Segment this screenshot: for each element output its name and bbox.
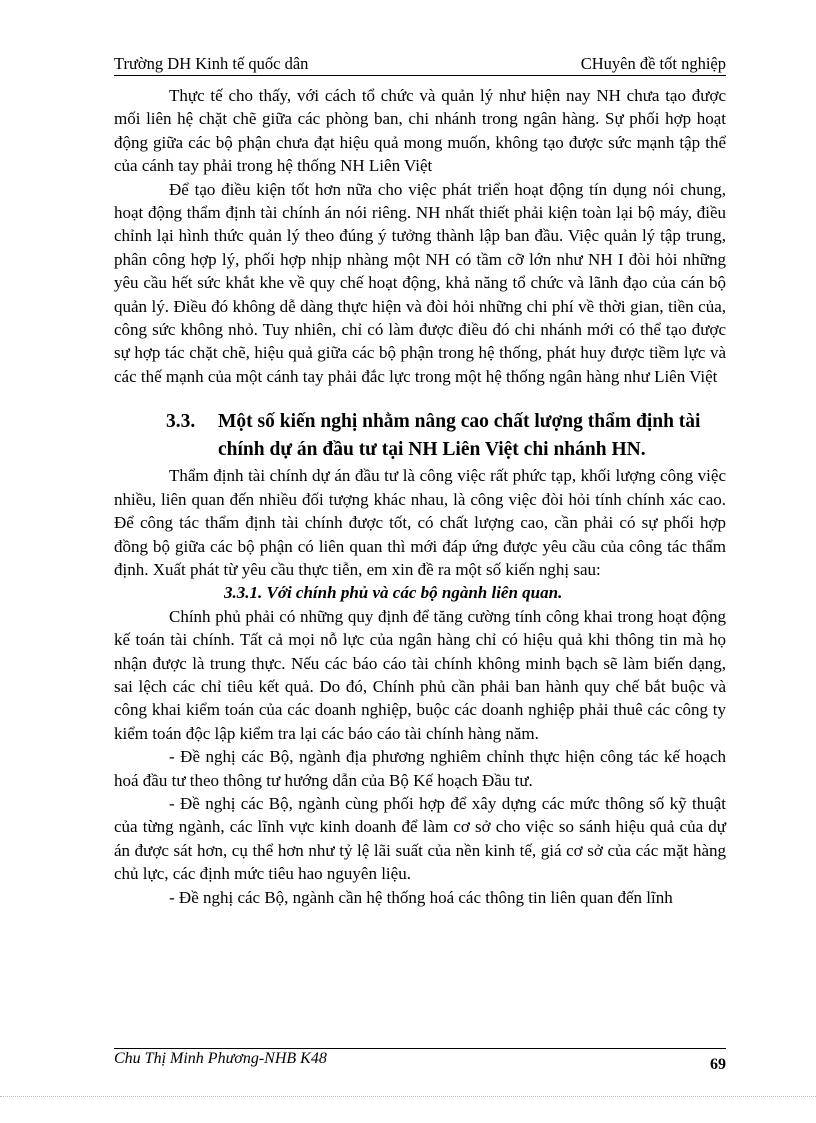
paragraph: - Đề nghị các Bộ, ngành cần hệ thống hoá các thông tin liên quan đến lĩnh — [169, 887, 673, 907]
paragraph: Để tạo điều kiện tốt hơn nữa cho việc phát triển hoạt động tín dụng nói chung, hoạt động thẩm định tài chính án nói riêng. NH nhất thiết phải kiện toàn lại bộ máy, điều chỉnh lại hình thức quản lý theo đúng ý tưởng thành lập ban đầu. Việc quản lý tập trung, phân công hợp lý, phối hợp nhịp nhàng một NH có tầm cỡ lớn như NH I đòi hỏi những yêu cầu hết sức khắt khe về quy chế hoạt động, khả năng tổ chức và lãnh đạo của cán bộ quản lý. Điều đó không dễ dàng thực hiện và đòi hỏi những chi phí về thời gian, tiền của, công sức không nhỏ. Tuy nhiên, chỉ có làm được điều đó chi nhánh mới có thể tạo được sự hợp tác chặt chẽ, hiệu quả giữa các bộ phận trong hệ thống, phát huy được tiềm lực và các thế mạnh của một cánh tay phải đắc lực trong một hệ thống ngân hàng như Liên Việt — [114, 179, 726, 386]
paragraph: Thực tế cho thấy, với cách tổ chức và quản lý như hiện nay NH chưa tạo được mối liên hệ chặt chẽ giữa các phòng ban, chi nhánh trong ngân hàng. Sự phối hợp hoạt động giữa các bộ phận chưa đạt hiệu quả mong muốn, không tạo được sức mạnh tập thể của cánh tay phải trong hệ thống NH Liên Việt — [114, 86, 726, 176]
subsection-heading: 3.3.1. Với chính phủ và các bộ ngành liên quan. — [224, 583, 563, 603]
paragraph: - Đề nghị các Bộ, ngành địa phương nghiêm chỉnh thực hiện công tác kế hoạch hoá đầu tư theo thông tư hướng dẫn của Bộ Kế hoạch Đầu tư. — [114, 747, 726, 790]
section-number: 3.3. — [166, 411, 196, 433]
paragraph: Thẩm định tài chính dự án đầu tư là công việc rất phức tạp, khối lượng công việc nhiều, liên quan đến nhiều đối tượng khác nhau, là công việc đòi hỏi tính chính xác cao. Để công tác thẩm định tài chính được tốt, có chất lượng cao, cần phải có sự phối hợp đồng bộ giữa các bộ phận có liên quan thì mới đáp ứng được yêu cầu của công tác thẩm định. Xuất phát từ yêu cầu thực tiễn, em xin đề ra một số kiến nghị sau: — [114, 466, 726, 579]
header-document-type: CHuyên đề tốt nghiệp — [580, 54, 726, 73]
header-university: Trường DH Kinh tế quốc dân — [114, 54, 309, 73]
section-heading — [114, 408, 726, 464]
section-title: Một số kiến nghị nhằm nâng cao chất lượng thẩm định tài chính dự án đầu tư tại NH Liên Việt chi nhánh HN. — [218, 411, 701, 461]
page-body — [114, 84, 726, 909]
paragraph: - Đề nghị các Bộ, ngành cùng phối hợp để xây dựng các mức thông số kỹ thuật của từng ngành, các lĩnh vực kinh doanh để làm cơ sở cho việc so sánh hiệu quả của dự án được sát hơn, cụ thể hơn như tỷ lệ lãi suất của nền kinh tế, giá cơ sở của các mặt hàng chủ lực, các định mức tiêu hao nguyên liệu. — [114, 793, 726, 884]
paragraph: Chính phủ phải có những quy định để tăng cường tính công khai trong hoạt động kế toán tài chính. Tất cả mọi nỗ lực của ngân hàng chỉ có hiệu quả khi thông tin mà họ nhận được là trung thực. Nếu các báo cáo tài chính không minh bạch sẽ làm biến dạng, sai lệch các chỉ tiêu kết quả. Do đó, Chính phủ cần phải ban hành quy chế bắt buộc và công khai kiểm toán của các doanh nghiệp, buộc các doanh nghiệp phải thuê các công ty kiểm toán độc lập kiểm tra lại các báo cáo tài chính hàng năm. — [114, 606, 726, 743]
footer-author: Chu Thị Minh Phương-NHB K48 — [114, 1050, 327, 1067]
page-header — [114, 50, 726, 76]
page-boundary — [0, 1096, 816, 1097]
header-rule — [114, 75, 726, 76]
footer-rule — [114, 1048, 726, 1049]
page-number: 69 — [710, 1056, 726, 1073]
